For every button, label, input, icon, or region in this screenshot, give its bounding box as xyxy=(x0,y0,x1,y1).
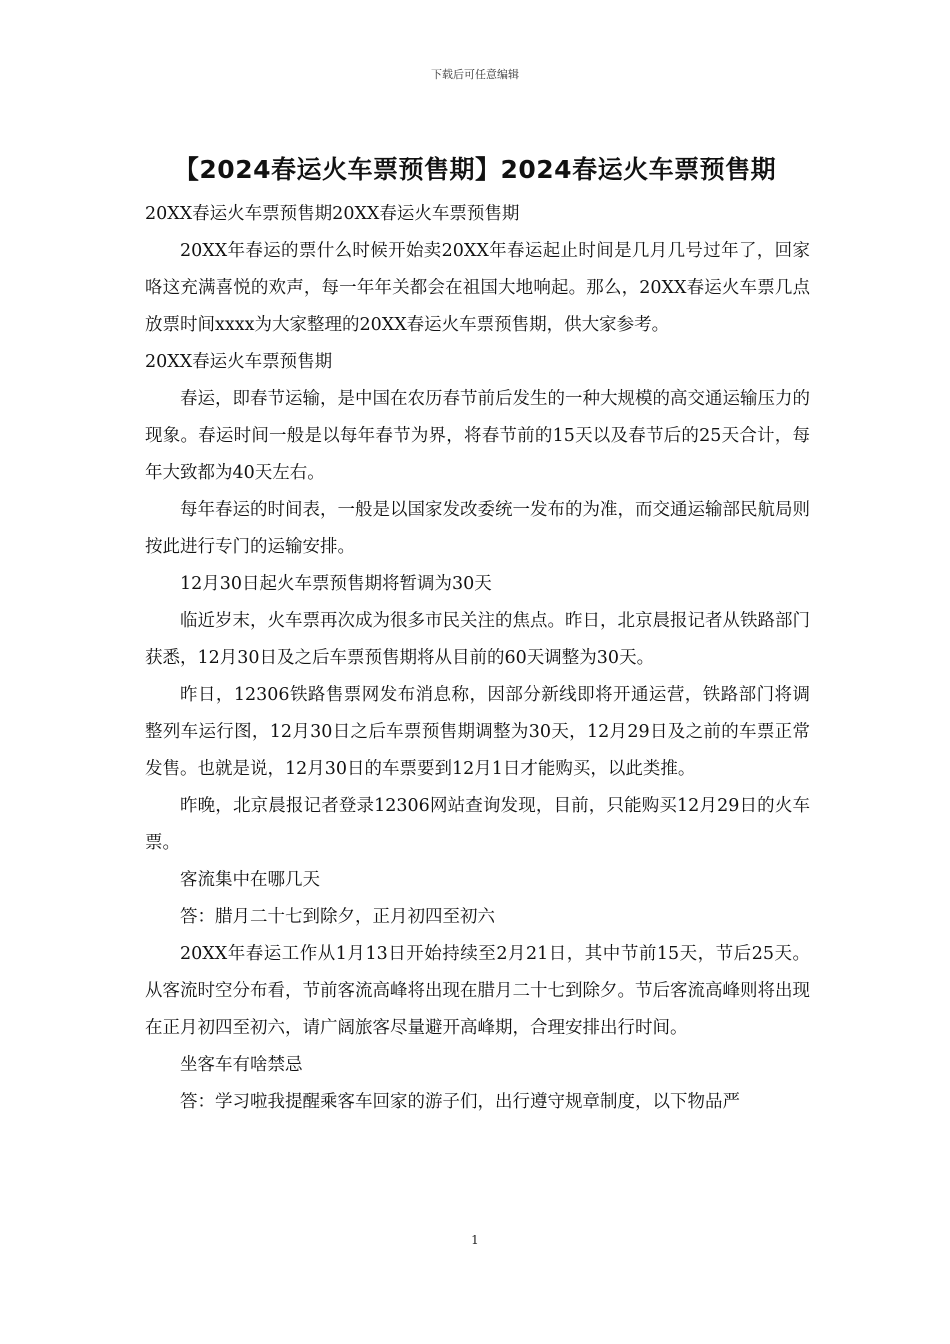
document-title: 【2024春运火车票预售期】2024春运火车票预售期 xyxy=(173,155,777,184)
paragraph: 20XX春运火车票预售期 xyxy=(145,352,333,372)
paragraph: 20XX春运火车票预售期20XX春运火车票预售期 xyxy=(145,204,520,224)
paragraph: 临近岁末，火车票再次成为很多市民关注的焦点。昨日，北京晨报记者从铁路部门获悉，12月30日及之后车票预售期将从目前的60天调整为30天。 xyxy=(145,611,810,668)
paragraph: 20XX年春运工作从1月13日开始持续至2月21日，其中节前15天，节后25天。从客流时空分布看，节前客流高峰将出现在腊月二十七到除夕。节后客流高峰则将出现在正月初四至初六，请广阔旅客尽量避开高峰期，合理安排出行时间。 xyxy=(145,944,810,1038)
section-heading: 12月30日起火车票预售期将暂调为30天 xyxy=(180,574,492,594)
paragraph: 春运，即春节运输，是中国在农历春节前后发生的一种大规模的高交通运输压力的现象。春运时间一般是以每年春节为界，将春节前的15天以及春节后的25天合计，每年大致都为40天左右。 xyxy=(145,389,810,483)
header-note: 下载后可任意编辑 xyxy=(431,68,519,81)
paragraph: 昨晚，北京晨报记者登录12306网站查询发现，目前，只能购买12月29日的火车票。 xyxy=(145,796,810,853)
document-body xyxy=(145,196,810,1121)
question-heading: 客流集中在哪几天 xyxy=(180,870,320,890)
paragraph: 昨日，12306铁路售票网发布消息称，因部分新线即将开通运营，铁路部门将调整列车运行图，12月30日之后车票预售期调整为30天，12月29日及之前的车票正常发售。也就是说，12月30日的车票要到12月1日才能购买，以此类推。 xyxy=(145,685,810,779)
answer: 答：腊月二十七到除夕，正月初四至初六 xyxy=(180,907,495,927)
paragraph: 每年春运的时间表，一般是以国家发改委统一发布的为准，而交通运输部民航局则按此进行专门的运输安排。 xyxy=(145,500,810,557)
page-number: 1 xyxy=(471,1233,479,1247)
paragraph: 20XX年春运的票什么时候开始卖20XX年春运起止时间是几月几号过年了，回家咯这充满喜悦的欢声，每一年年关都会在祖国大地响起。那么，20XX春运火车票几点放票时间xxxx为大家整理的20XX春运火车票预售期，供大家参考。 xyxy=(145,241,810,335)
answer: 答：学习啦我提醒乘客车回家的游子们，出行遵守规章制度，以下物品严 xyxy=(180,1092,740,1112)
question-heading: 坐客车有啥禁忌 xyxy=(180,1055,303,1075)
